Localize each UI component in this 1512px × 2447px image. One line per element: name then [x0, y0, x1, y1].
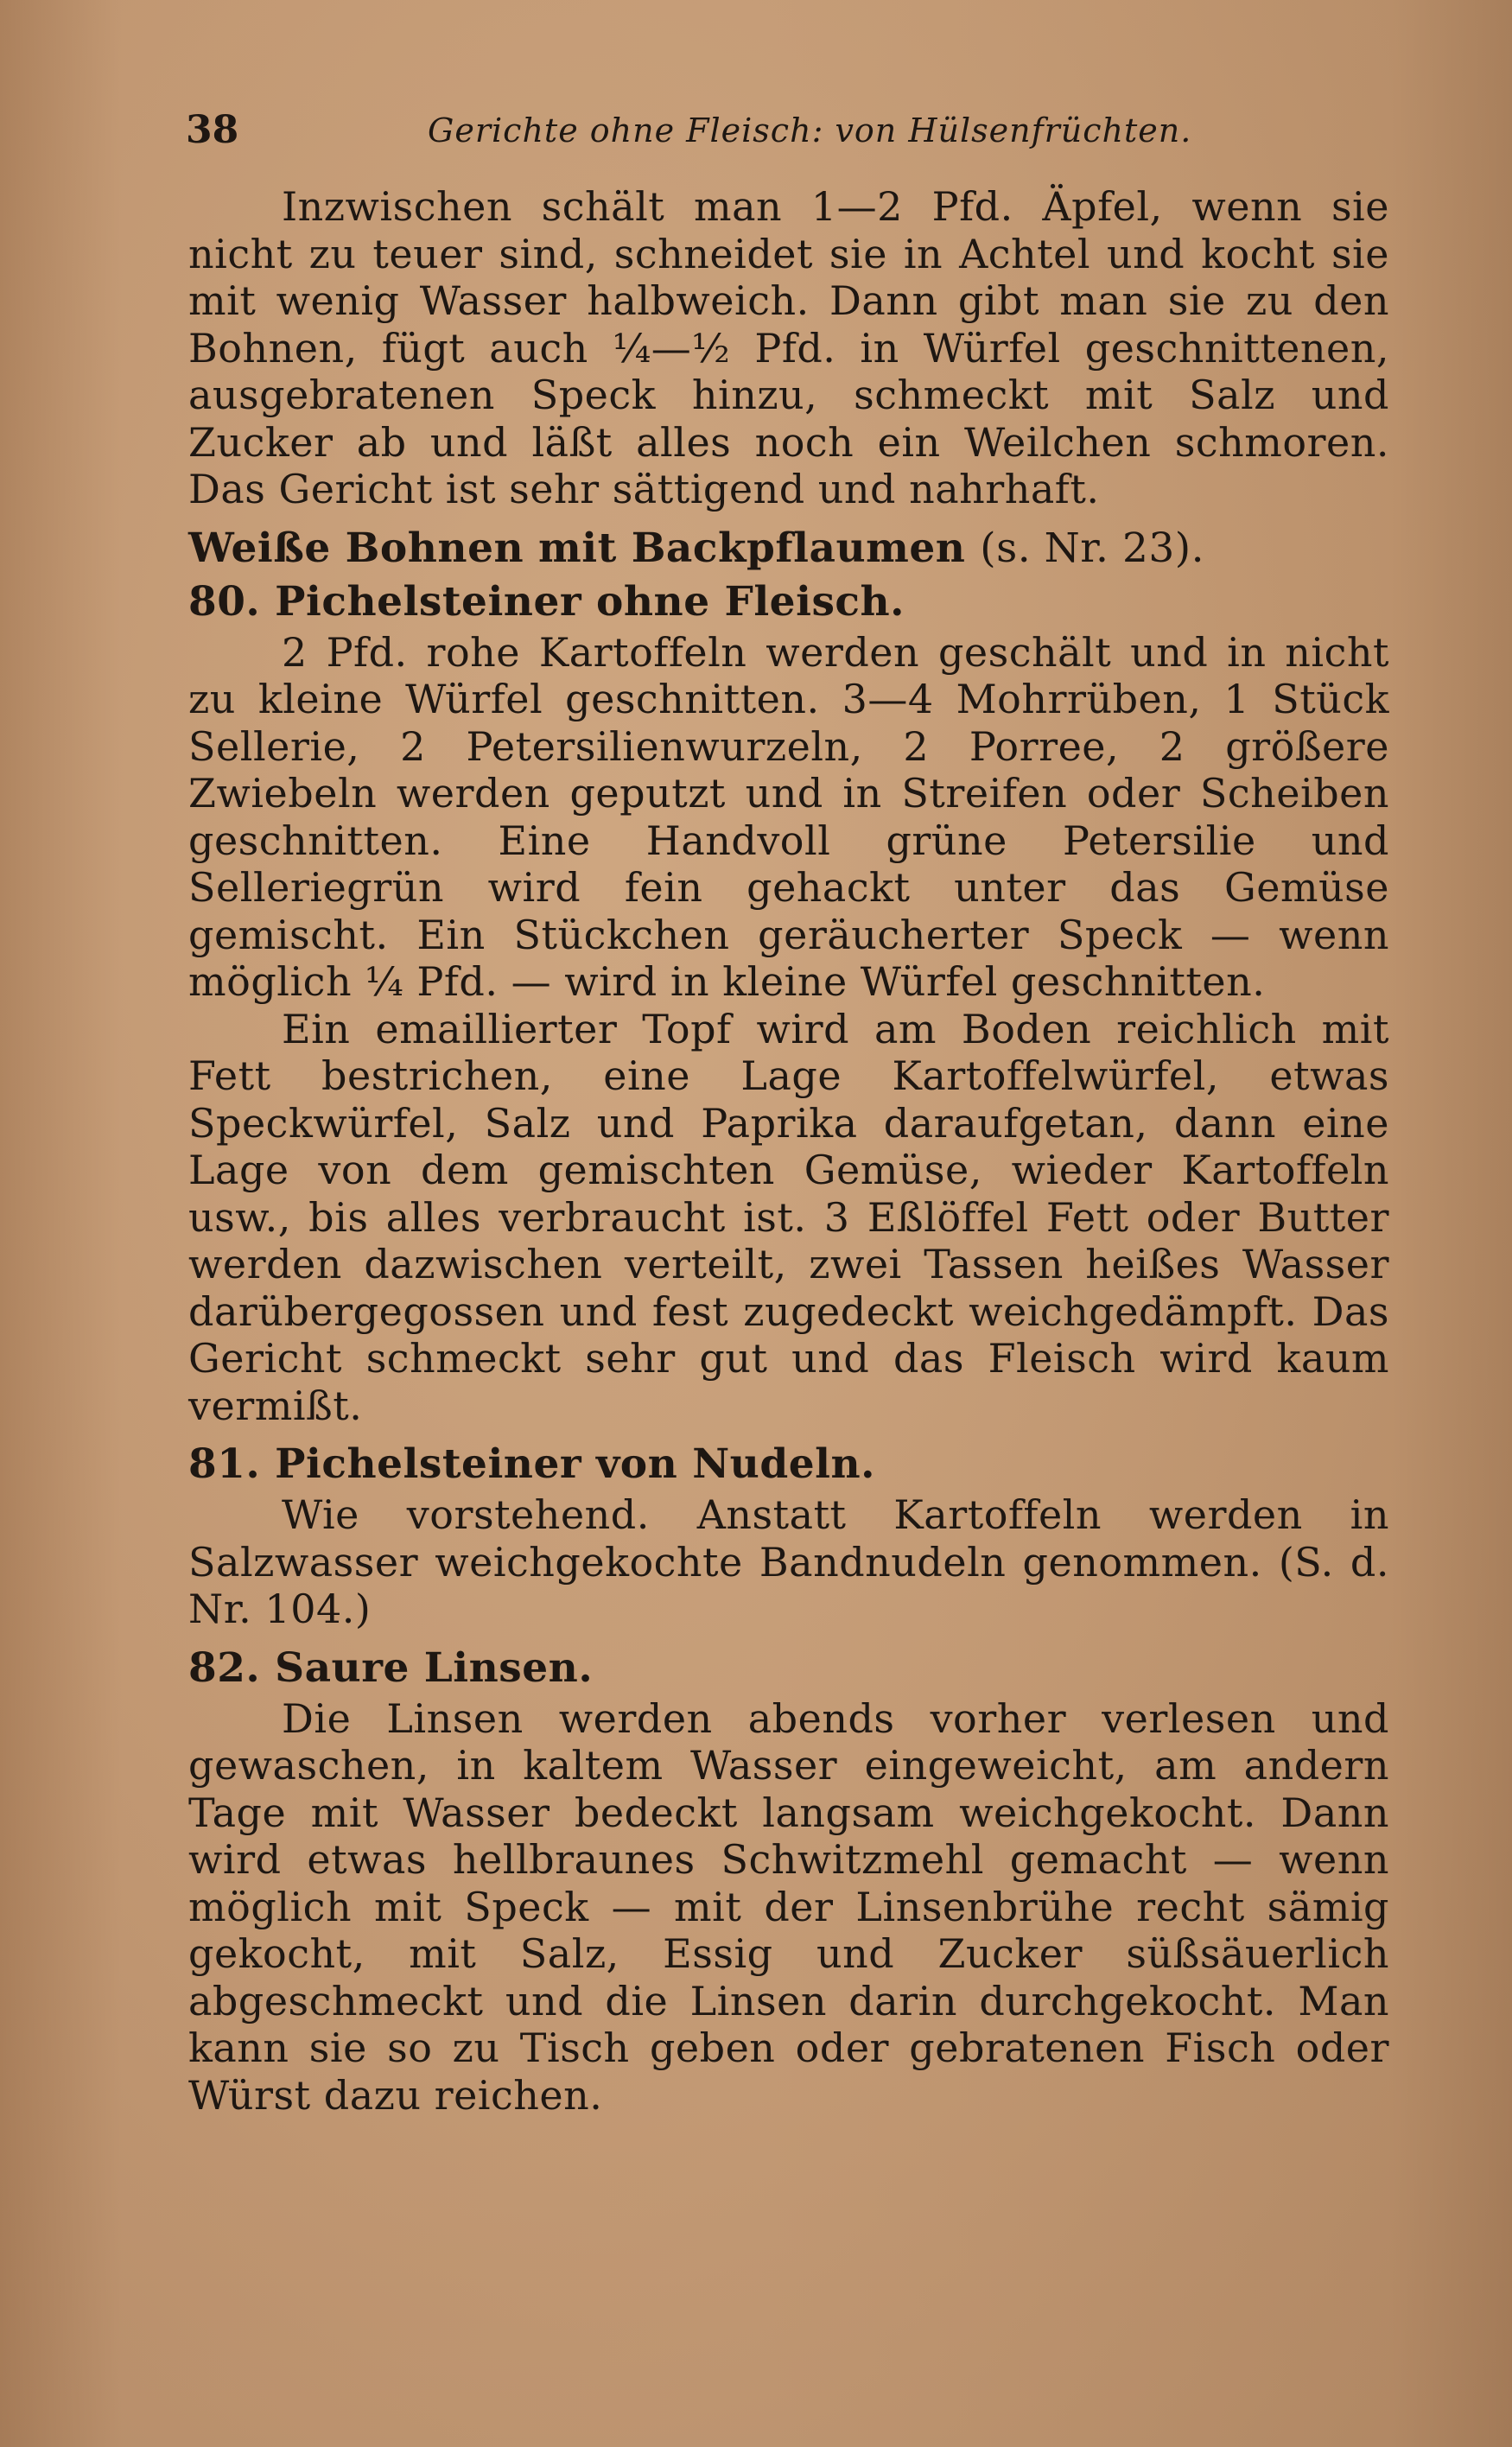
- running-head: Gerichte ohne Fleisch: von Hülsenfrüchten.: [428, 111, 1192, 149]
- recipe-80-paragraph-1: 2 Pfd. rohe Kartoffeln werden geschält und in nicht zu kleine Würfel geschnitten. 3—4 Mohrrüben, 1 Stück Sellerie, 2 Petersilienwurzeln, 2 Porree, 2 größere Zwiebeln werden geputzt und in Streifen oder Scheiben geschnitten. Eine Handvoll grüne Petersilie und Selleriegrün wird fein gehackt unter das Gemüse gemischt. Ein Stückchen geräucherter Speck — wenn möglich ¼ Pfd. — wird in kleine Würfel geschnitten.: [188, 628, 1389, 1005]
- recipe-heading-80: 80. Pichelsteiner ohne Fleisch.: [188, 577, 905, 626]
- page-content: [188, 183, 1389, 2119]
- page-header: [186, 108, 1378, 160]
- intro-paragraph: Inzwischen schält man 1—2 Pfd. Äpfel, wenn sie nicht zu teuer sind, schneidet sie in Achtel und kocht sie mit wenig Wasser halbweich. Dann gibt man sie zu den Bohnen, fügt auch ¼—½ Pfd. in Würfel geschnittenen, ausgebratenen Speck hinzu, schmeckt mit Salz und Zucker ab und läßt alles noch ein Weilchen schmoren. Das Gericht ist sehr sättigend und nahrhaft.: [188, 183, 1389, 512]
- recipe-heading-82: 82. Saure Linsen.: [188, 1643, 594, 1692]
- recipe-reference: (s. Nr. 23).: [980, 524, 1205, 572]
- recipe-heading-81: 81. Pichelsteiner von Nudeln.: [188, 1440, 875, 1488]
- page-number: 38: [186, 108, 239, 152]
- recipe-82-paragraph: Die Linsen werden abends vorher verlesen und gewaschen, in kaltem Wasser eingeweicht, am andern Tage mit Wasser bedeckt langsam weichgekocht. Dann wird etwas hellbraunes Schwitzmehl gemacht — wenn möglich mit Speck — mit der Linsenbrühe recht sämig gekocht, mit Salz, Essig und Zucker süßsäuerlich abgeschmeckt und die Linsen darin durchgekocht. Man kann sie so zu Tisch geben oder gebratenen Fisch oder Würst dazu reichen.: [188, 1694, 1389, 2119]
- recipe-title: Weiße Bohnen mit Backpflaumen: [188, 524, 966, 572]
- recipe-heading-weisse-bohnen: [188, 522, 1389, 575]
- recipe-80-paragraph-2: Ein emaillierter Topf wird am Boden reichlich mit Fett bestrichen, eine Lage Kartoffelwürfel, etwas Speckwürfel, Salz und Paprika daraufgetan, dann eine Lage von dem gemischten Gemüse, wieder Kartoffeln usw., bis alles verbraucht ist. 3 Eßlöffel Fett oder Butter werden dazwischen verteilt, zwei Tassen heißes Wasser darübergegossen und fest zugedeckt weichgedämpft. Das Gericht schmeckt sehr gut und das Fleisch wird kaum vermißt.: [188, 1005, 1389, 1429]
- recipe-81-paragraph: Wie vorstehend. Anstatt Kartoffeln werden in Salzwasser weichgekochte Bandnudeln genommen. (S. d. Nr. 104.): [188, 1491, 1389, 1632]
